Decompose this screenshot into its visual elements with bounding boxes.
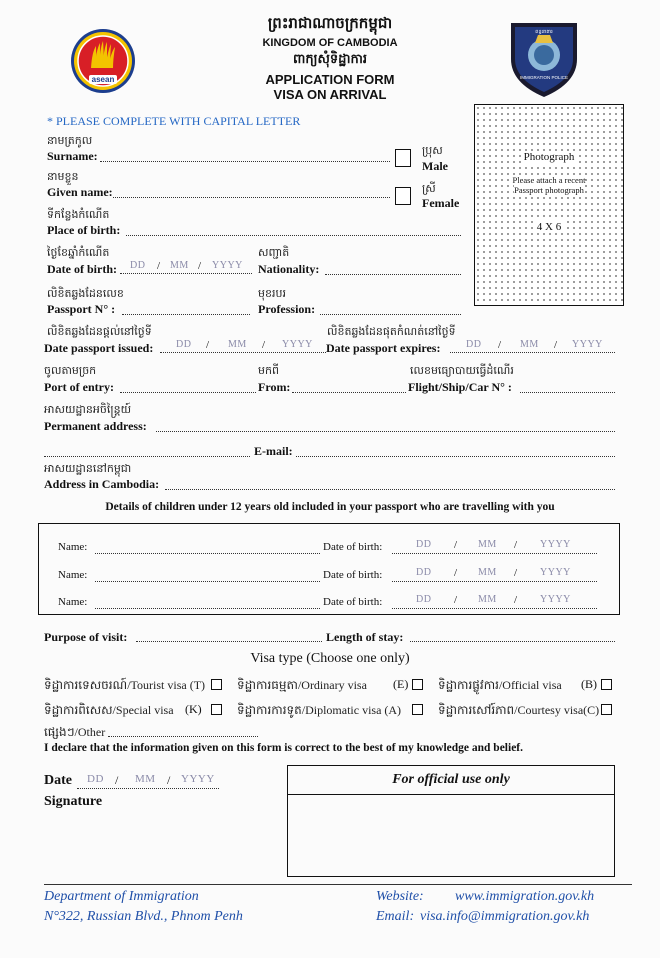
child-1-name-label: Name: bbox=[58, 541, 88, 553]
sign-sep-2: / bbox=[167, 773, 171, 787]
place-of-birth-input[interactable] bbox=[126, 235, 461, 236]
dob-dd: DD bbox=[130, 260, 146, 271]
expires-mm: MM bbox=[520, 339, 539, 350]
form-title-1: APPLICATION FORM bbox=[265, 72, 395, 87]
footer-email-link[interactable]: visa.info@immigration.gov.kh bbox=[420, 909, 590, 924]
footer-divider bbox=[44, 884, 632, 885]
passport-no-input[interactable] bbox=[122, 314, 250, 315]
police-logo-khmer: ពន្ធនាគារ bbox=[535, 29, 553, 35]
footer-address: N°322, Russian Blvd., Phnom Penh bbox=[44, 909, 243, 924]
visa-special-code: (K) bbox=[185, 702, 202, 716]
child-1-sep-2: / bbox=[514, 539, 518, 551]
photo-note-2: Passport photograph bbox=[514, 185, 584, 195]
visa-type-title: Visa type (Choose one only) bbox=[250, 651, 410, 666]
footer-email-label: Email: bbox=[376, 909, 415, 924]
email-input[interactable] bbox=[296, 456, 615, 457]
visa-tourist-checkbox[interactable] bbox=[211, 679, 222, 690]
perm-label: Permanent address: bbox=[44, 419, 147, 433]
profession-khmer: មុខរបរ bbox=[258, 287, 286, 300]
issued-label: Date passport issued: bbox=[44, 341, 154, 355]
child-1-dd: DD bbox=[416, 539, 432, 550]
port-of-entry-input[interactable] bbox=[120, 392, 256, 393]
nationality-label: Nationality: bbox=[258, 262, 320, 276]
issued-sep: / bbox=[206, 339, 210, 351]
address-cambodia-input[interactable] bbox=[165, 489, 615, 490]
issued-khmer: លិខិតឆ្លងដែនផ្តល់នៅថ្ងៃទី bbox=[47, 325, 152, 338]
signature-label: Signature bbox=[44, 794, 103, 809]
child-2-sep: / bbox=[454, 567, 458, 579]
child-1-yyyy: YYYY bbox=[540, 539, 571, 550]
visa-courtesy-label: ទិដ្ឋាការសៅរ៍ភាព/Courtesy visa(C) bbox=[438, 703, 600, 717]
expires-sep: / bbox=[498, 339, 502, 351]
nationality-khmer: សញ្ជាតិ bbox=[258, 246, 290, 259]
dob-khmer: ថ្ងៃខែឆ្នាំកំណើត bbox=[47, 246, 110, 259]
child-2-mm: MM bbox=[478, 567, 497, 578]
passport-no-label: Passport N° : bbox=[47, 302, 116, 316]
footer-website-label: Website: bbox=[376, 889, 424, 904]
form-title-2: VISA ON ARRIVAL bbox=[273, 87, 387, 102]
child-3-dob-label: Date of birth: bbox=[323, 596, 383, 608]
child-1-mm: MM bbox=[478, 539, 497, 550]
child-2-name-label: Name: bbox=[58, 569, 88, 581]
from-input[interactable] bbox=[292, 392, 406, 393]
visa-diplomatic-checkbox[interactable] bbox=[412, 704, 423, 715]
photo-note-1: Please attach a recent bbox=[512, 175, 586, 185]
surname-input[interactable] bbox=[100, 161, 390, 162]
permanent-address-input[interactable] bbox=[156, 431, 615, 432]
dob-yyyy: YYYY bbox=[212, 260, 243, 271]
dob-sep-2: / bbox=[198, 260, 202, 272]
male-checkbox[interactable] bbox=[395, 149, 411, 167]
dob-sep: / bbox=[157, 260, 161, 272]
child-1-sep: / bbox=[454, 539, 458, 551]
entry-label: Port of entry: bbox=[44, 380, 114, 394]
issued-sep-2: / bbox=[262, 339, 266, 351]
issued-mm: MM bbox=[228, 339, 247, 350]
addr-khmer: អាសយដ្ឋាននៅកម្ពុជា bbox=[44, 462, 132, 475]
given-label: Given name: bbox=[47, 185, 113, 199]
child-3-yyyy: YYYY bbox=[540, 594, 571, 605]
kingdom-title: KINGDOM OF CAMBODIA bbox=[262, 37, 398, 49]
visa-diplomatic-label: ទិដ្ឋាការការទូត/Diplomatic visa (A) bbox=[237, 703, 402, 717]
male-label: Male bbox=[422, 159, 448, 173]
dob-mm: MM bbox=[170, 260, 189, 271]
child-3-dd: DD bbox=[416, 594, 432, 605]
nationality-input[interactable] bbox=[325, 274, 461, 275]
visa-ordinary-checkbox[interactable] bbox=[412, 679, 423, 690]
issued-dd: DD bbox=[176, 339, 192, 350]
child-2-sep-2: / bbox=[514, 567, 518, 579]
child-3-mm: MM bbox=[478, 594, 497, 605]
footer-website-link[interactable]: www.immigration.gov.kh bbox=[455, 889, 595, 904]
visa-official-checkbox[interactable] bbox=[601, 679, 612, 690]
length-input[interactable] bbox=[410, 641, 615, 642]
flight-label: Flight/Ship/Car N° : bbox=[408, 380, 512, 394]
sign-mm: MM bbox=[135, 773, 156, 785]
child-3-sep-2: / bbox=[514, 594, 518, 606]
flight-input[interactable] bbox=[520, 392, 615, 393]
from-khmer: មកពី bbox=[258, 364, 279, 377]
visa-ordinary-label: ទិដ្ឋាការធម្មតា/Ordinary visa bbox=[237, 678, 367, 692]
child-2-yyyy: YYYY bbox=[540, 567, 571, 578]
kingdom-khmer: ព្រះរាជាណាចក្រកម្ពុជា bbox=[267, 14, 393, 32]
entry-khmer: ចូលតាមច្រក bbox=[44, 364, 97, 377]
declaration-text: I declare that the information given on this form is correct to the best of my knowledge and belief. bbox=[44, 742, 524, 754]
surname-label: Surname: bbox=[47, 149, 98, 163]
visa-tourist-label: ទិដ្ឋាការទេសចរណ៍/Tourist visa (T) bbox=[44, 678, 206, 692]
female-label: Female bbox=[422, 196, 460, 210]
sign-dd: DD bbox=[87, 773, 104, 785]
length-label: Length of stay: bbox=[326, 630, 404, 644]
purpose-input[interactable] bbox=[136, 641, 322, 642]
visa-special-checkbox[interactable] bbox=[211, 704, 222, 715]
expires-dd: DD bbox=[466, 339, 482, 350]
permanent-address-line-2[interactable] bbox=[44, 456, 250, 457]
date-label: Date bbox=[44, 773, 72, 788]
addr-label: Address in Cambodia: bbox=[44, 477, 160, 491]
form-khmer: ពាក្យសុំទិដ្ឋាការ bbox=[292, 52, 367, 67]
visa-official-code: (B) bbox=[581, 677, 597, 691]
email-label: E-mail: bbox=[254, 444, 293, 458]
footer-dept: Department of Immigration bbox=[44, 889, 199, 904]
sign-yyyy: YYYY bbox=[181, 773, 215, 785]
instruction-text: * PLEASE COMPLETE WITH CAPITAL LETTER bbox=[47, 114, 301, 128]
photo-title: Photograph bbox=[523, 151, 575, 163]
official-use-title: For official use only bbox=[392, 772, 510, 787]
child-3-sep: / bbox=[454, 594, 458, 606]
female-checkbox[interactable] bbox=[395, 187, 411, 205]
perm-khmer: អាសយដ្ឋានអចិន្ត្រៃយ៍ bbox=[44, 403, 132, 416]
profession-label: Profession: bbox=[258, 302, 316, 316]
police-logo-text: IMMIGRATION POLICE bbox=[520, 75, 568, 80]
profession-input[interactable] bbox=[320, 314, 461, 315]
photo-size: 4 X 6 bbox=[536, 221, 562, 233]
child-1-dob-label: Date of birth: bbox=[323, 541, 383, 553]
child-2-dob-label: Date of birth: bbox=[323, 569, 383, 581]
expires-yyyy: YYYY bbox=[572, 339, 603, 350]
expires-khmer: លិខិតឆ្លងដែនផុតកំណត់នៅថ្ងៃទី bbox=[327, 325, 456, 338]
given-khmer: នាមខ្លួន bbox=[47, 170, 79, 183]
purpose-label: Purpose of visit: bbox=[44, 630, 128, 644]
child-3-name-input[interactable] bbox=[95, 608, 320, 609]
visa-other-input[interactable] bbox=[108, 736, 258, 737]
pob-khmer: ទីកន្លែងកំណើត bbox=[47, 208, 110, 221]
asean-logo-text: asean bbox=[89, 75, 117, 84]
from-label: From: bbox=[258, 380, 291, 394]
flight-khmer: លេខមធ្យោបាយធ្វើដំណើរ bbox=[410, 364, 514, 377]
sign-sep: / bbox=[115, 773, 119, 787]
child-2-dd: DD bbox=[416, 567, 432, 578]
expires-sep-2: / bbox=[554, 339, 558, 351]
visa-ordinary-code: (E) bbox=[393, 677, 409, 691]
surname-khmer: នាមត្រកូល bbox=[47, 134, 93, 147]
child-3-name-label: Name: bbox=[58, 596, 88, 608]
official-use-box bbox=[287, 765, 615, 877]
female-khmer: ស្រី bbox=[422, 182, 436, 195]
given-name-input[interactable] bbox=[113, 197, 390, 198]
pob-label: Place of birth: bbox=[47, 223, 121, 237]
child-1-name-input[interactable] bbox=[95, 553, 320, 554]
visa-courtesy-checkbox[interactable] bbox=[601, 704, 612, 715]
visa-special-label: ទិដ្ឋាការពិសេស/Special visa bbox=[44, 703, 174, 717]
passport-no-khmer: លិខិតឆ្លងដែនលេខ bbox=[47, 287, 124, 300]
dob-label: Date of birth: bbox=[47, 262, 117, 276]
visa-official-label: ទិដ្ឋាការផ្លូវការ/Official visa bbox=[438, 678, 562, 692]
visa-other-label: ផ្សេងៗ/Other bbox=[44, 725, 106, 739]
child-2-name-input[interactable] bbox=[95, 581, 320, 582]
issued-yyyy: YYYY bbox=[282, 339, 313, 350]
photo-box[interactable] bbox=[474, 104, 624, 306]
expires-label: Date passport expires: bbox=[326, 341, 441, 355]
children-title: Details of children under 12 years old included in your passport who are travelling with you bbox=[105, 501, 555, 513]
male-khmer: ប្រុស bbox=[422, 144, 443, 157]
